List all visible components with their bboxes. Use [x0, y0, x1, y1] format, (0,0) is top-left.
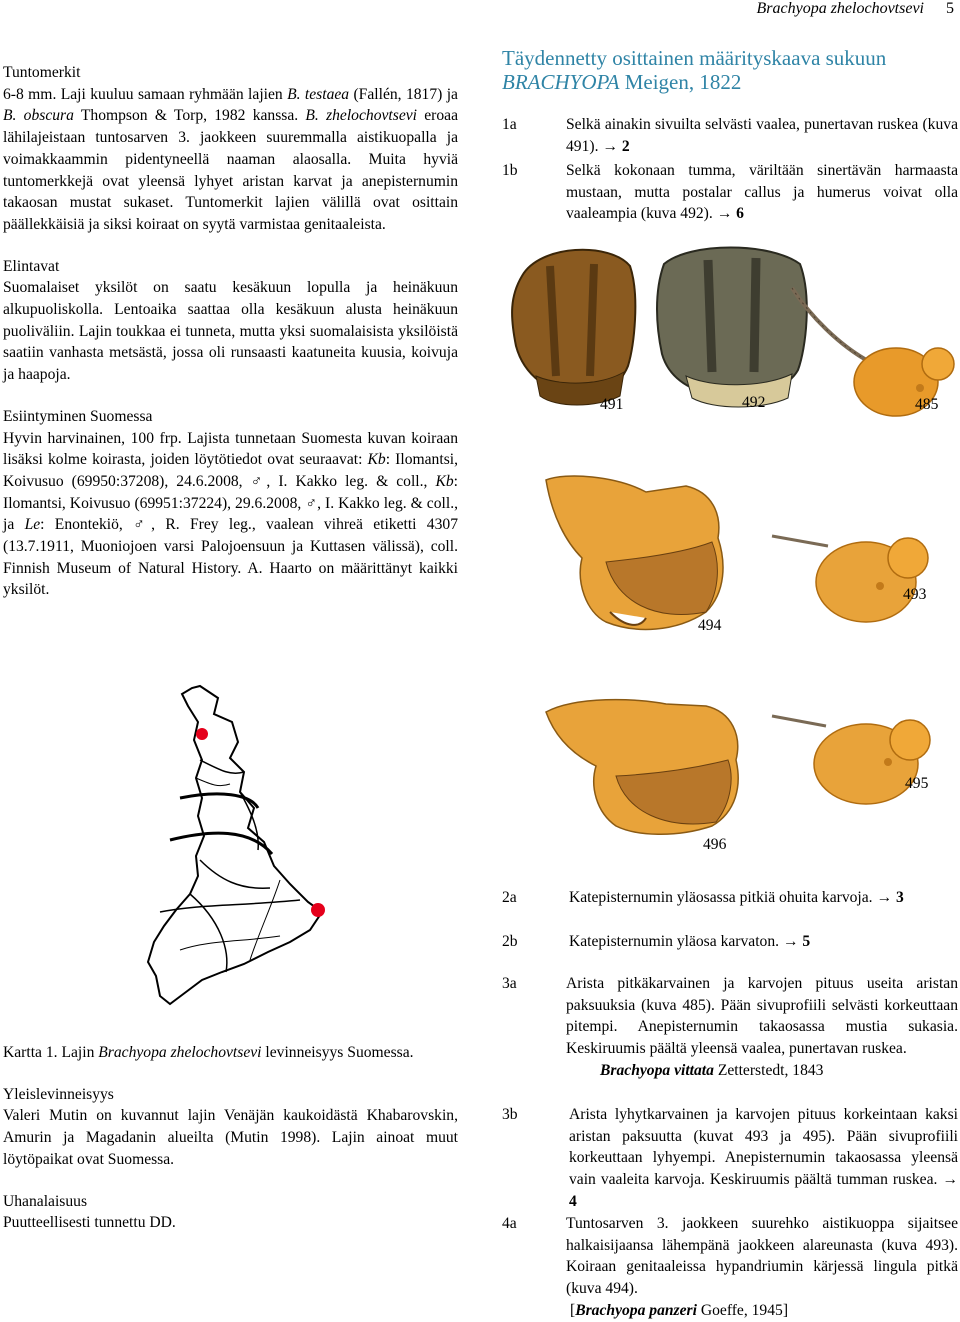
finland-distribution-map	[140, 680, 340, 1020]
section-uhanalaisuus	[3, 1191, 458, 1234]
elintavat-text: Suomalaiset yksilöt on saatu kesäkuun lopulla ja heinäkuun alkupuoliskolla. Lentoaika saattaa olla kesäkuun alusta heinäkuun puoliväliin. Lajin toukkaa ei tunneta, mutta yksi suomalaisista yksilöistä saatiin vanhasta metsästä, jossa oli runsaasti kaatuneita kuusia, koivuja ja haapoja.	[3, 279, 458, 384]
antenna-493-figure	[772, 536, 928, 622]
couplet-3a-number: 3a	[502, 975, 517, 992]
genitalia-494-figure	[546, 476, 723, 629]
couplet-1b-text: Selkä kokonaan tumma, väriltään sinertävän harmaasta mustaan, mutta postalar callus ja humerus voivat olla vaaleampia (kuva 492). → 6	[566, 162, 958, 223]
couplet-3b-number: 3b	[502, 1106, 518, 1123]
record-dot-ilomantsi	[311, 903, 325, 917]
heading-elintavat: Elintavat	[3, 257, 60, 275]
figure-485-label: 485	[915, 396, 939, 413]
heading-uhanalaisuus: Uhanalaisuus	[3, 1192, 88, 1210]
figure-494-label: 494	[698, 617, 722, 634]
tuntomerkit-text: 6-8 mm. Laji kuuluu samaan ryhmään lajien B. testaea (Fallén, 1817) ja B. obscura Thompson & Torp, 1982 kanssa. B. zhelochovtsevi eroaa lähilajeistaan tuntosarven 3. jaokkeen suuremmalla aistikuopalla ja voimakkaammin pidentyneellä naaman alaosalla. Muita hyviä tuntomerkkejä ovat yleensä lyhyet aristan karvat ja anepisternumin takaosan mustat sukaset. Tuntomerkit lajien välillä ovat osittain päällekkäisiä ja siksi koiraat on syytä varmistaa genitaaleista.	[3, 85, 459, 233]
record-dot-enontekio	[196, 728, 208, 740]
uhanalaisuus-text: Puutteellisesti tunnettu DD.	[3, 1214, 176, 1232]
figure-493-label: 493	[903, 586, 927, 603]
figure-496-label: 496	[703, 836, 727, 853]
left-column	[3, 62, 458, 621]
section-elintavat	[3, 256, 458, 386]
couplet-1b-number: 1b	[502, 162, 518, 179]
couplet-3b-text: Arista lyhytkarvainen ja karvojen pituus korkeintaan kaksi aristan paksuutta (kuvat 493 ja 495). Pään sivuprofiili korkeuttaan lyhyempi. Anepisternumin takaosassa yleensä vain vaaleita karvoja. Keskiruumis päältä tumman ruskea. → 4	[569, 1106, 958, 1210]
couplet-3a-text: Arista pitkäkarvainen ja karvojen pituus useita aristan paksuuksia (kuva 485). Pään sivuprofiili selvästi korkeuttaan pitempi. Anepisternumin takaosassa mustia sukasia. Keskiruumis päältä yleensä vaalea, punertavan ruskea. Brachyopa vittata Zetterstedt, 1843	[566, 975, 958, 1079]
section-yleislevinneisyys	[3, 1084, 458, 1171]
figure-row-thorax	[500, 236, 960, 426]
genitalia-496-figure	[546, 700, 738, 835]
couplet-4a-number: 4a	[502, 1215, 517, 1232]
thorax-491-figure	[512, 250, 635, 405]
yleislevinneisyys-text: Valeri Mutin on kuvannut lajin Venäjän kaukoidästä Khabarovskin, Amurin ja Magadanin alueilta (Mutin 1998). Lajin ainoat muut löytöpaikat ovat Suomessa.	[3, 1107, 458, 1168]
section-tuntomerkit	[3, 62, 458, 236]
figure-row-genitalia-496	[536, 676, 956, 836]
couplet-2b-text: Katepisternumin yläosa karvaton. → 5	[569, 933, 811, 950]
figure-495-label: 495	[905, 775, 929, 792]
couplet-3	[502, 973, 958, 1213]
couplet-1a-text: Selkä ainakin sivuilta selvästi vaalea, punertavan ruskea (kuva 491). → 2	[566, 116, 958, 155]
couplet-2	[502, 887, 958, 957]
heading-yleislevinneisyys: Yleislevinneisyys	[3, 1085, 114, 1103]
figure-491-label: 491	[600, 396, 624, 413]
couplet-2b-number: 2b	[502, 933, 518, 950]
figure-492-label: 492	[742, 394, 766, 411]
couplet-2a-number: 2a	[502, 889, 517, 906]
thorax-492-figure	[657, 248, 807, 408]
key-title: Täydennetty osittainen määrityskaava sukuun BRACHYOPA Meigen, 1822	[502, 46, 887, 94]
couplet-4	[502, 1213, 958, 1319]
heading-esiintyminen: Esiintyminen Suomessa	[3, 407, 153, 425]
couplet-1	[502, 114, 958, 224]
page-number: 5	[946, 0, 954, 17]
figure-row-genitalia-494	[536, 462, 956, 640]
map-caption: Kartta 1. Lajin Brachyopa zhelochovtsevi levinneisyys Suomessa.	[3, 1044, 414, 1061]
couplet-2a-text: Katepisternumin yläosassa pitkiä ohuita karvoja. → 3	[569, 889, 904, 906]
couplet-4a-text: Tuntosarven 3. jaokkeen suurehko aistikuoppa sijaitsee halkaisijaansa lähempänä jaokkeen alareunasta (kuva 493). Koiraan genitaaleissa hypandriumin kärjessä lingula pitkä (kuva 494). [Brachyopa panzeri Goeffe, 1945]	[566, 1215, 958, 1319]
section-esiintyminen	[3, 406, 458, 601]
running-head: Brachyopa zhelochovtsevi	[756, 0, 924, 17]
finland-outline	[148, 686, 322, 1004]
esiintyminen-text: Hyvin harvinainen, 100 frp. Lajista tunnetaan Suomesta kuvan koiraan lisäksi kolme koirasta, joiden löytötiedot ovat seuraavat: Kb: Ilomantsi, Koivusuo (69950:37208), 24.6.2008, ♂, I. Kakko leg. & coll., Kb: Ilomantsi, Koivusuo (69951:37224), 29.6.2008, ♂, I. Kakko leg. & coll., ja Le: Enontekiö, ♂, R. Frey leg., vaalean vihreä etiketti 4307 (13.7.1911, Muoniojoen varsi Palojoensuun ja Kuttasen välissä), coll. Finnish Museum of Natural History. A. Haarto on määrittänyt kaikki yksilöt.	[3, 429, 458, 599]
lower-left-column	[3, 1042, 458, 1254]
heading-tuntomerkit: Tuntomerkit	[3, 64, 81, 81]
couplet-1a-number: 1a	[502, 116, 517, 133]
